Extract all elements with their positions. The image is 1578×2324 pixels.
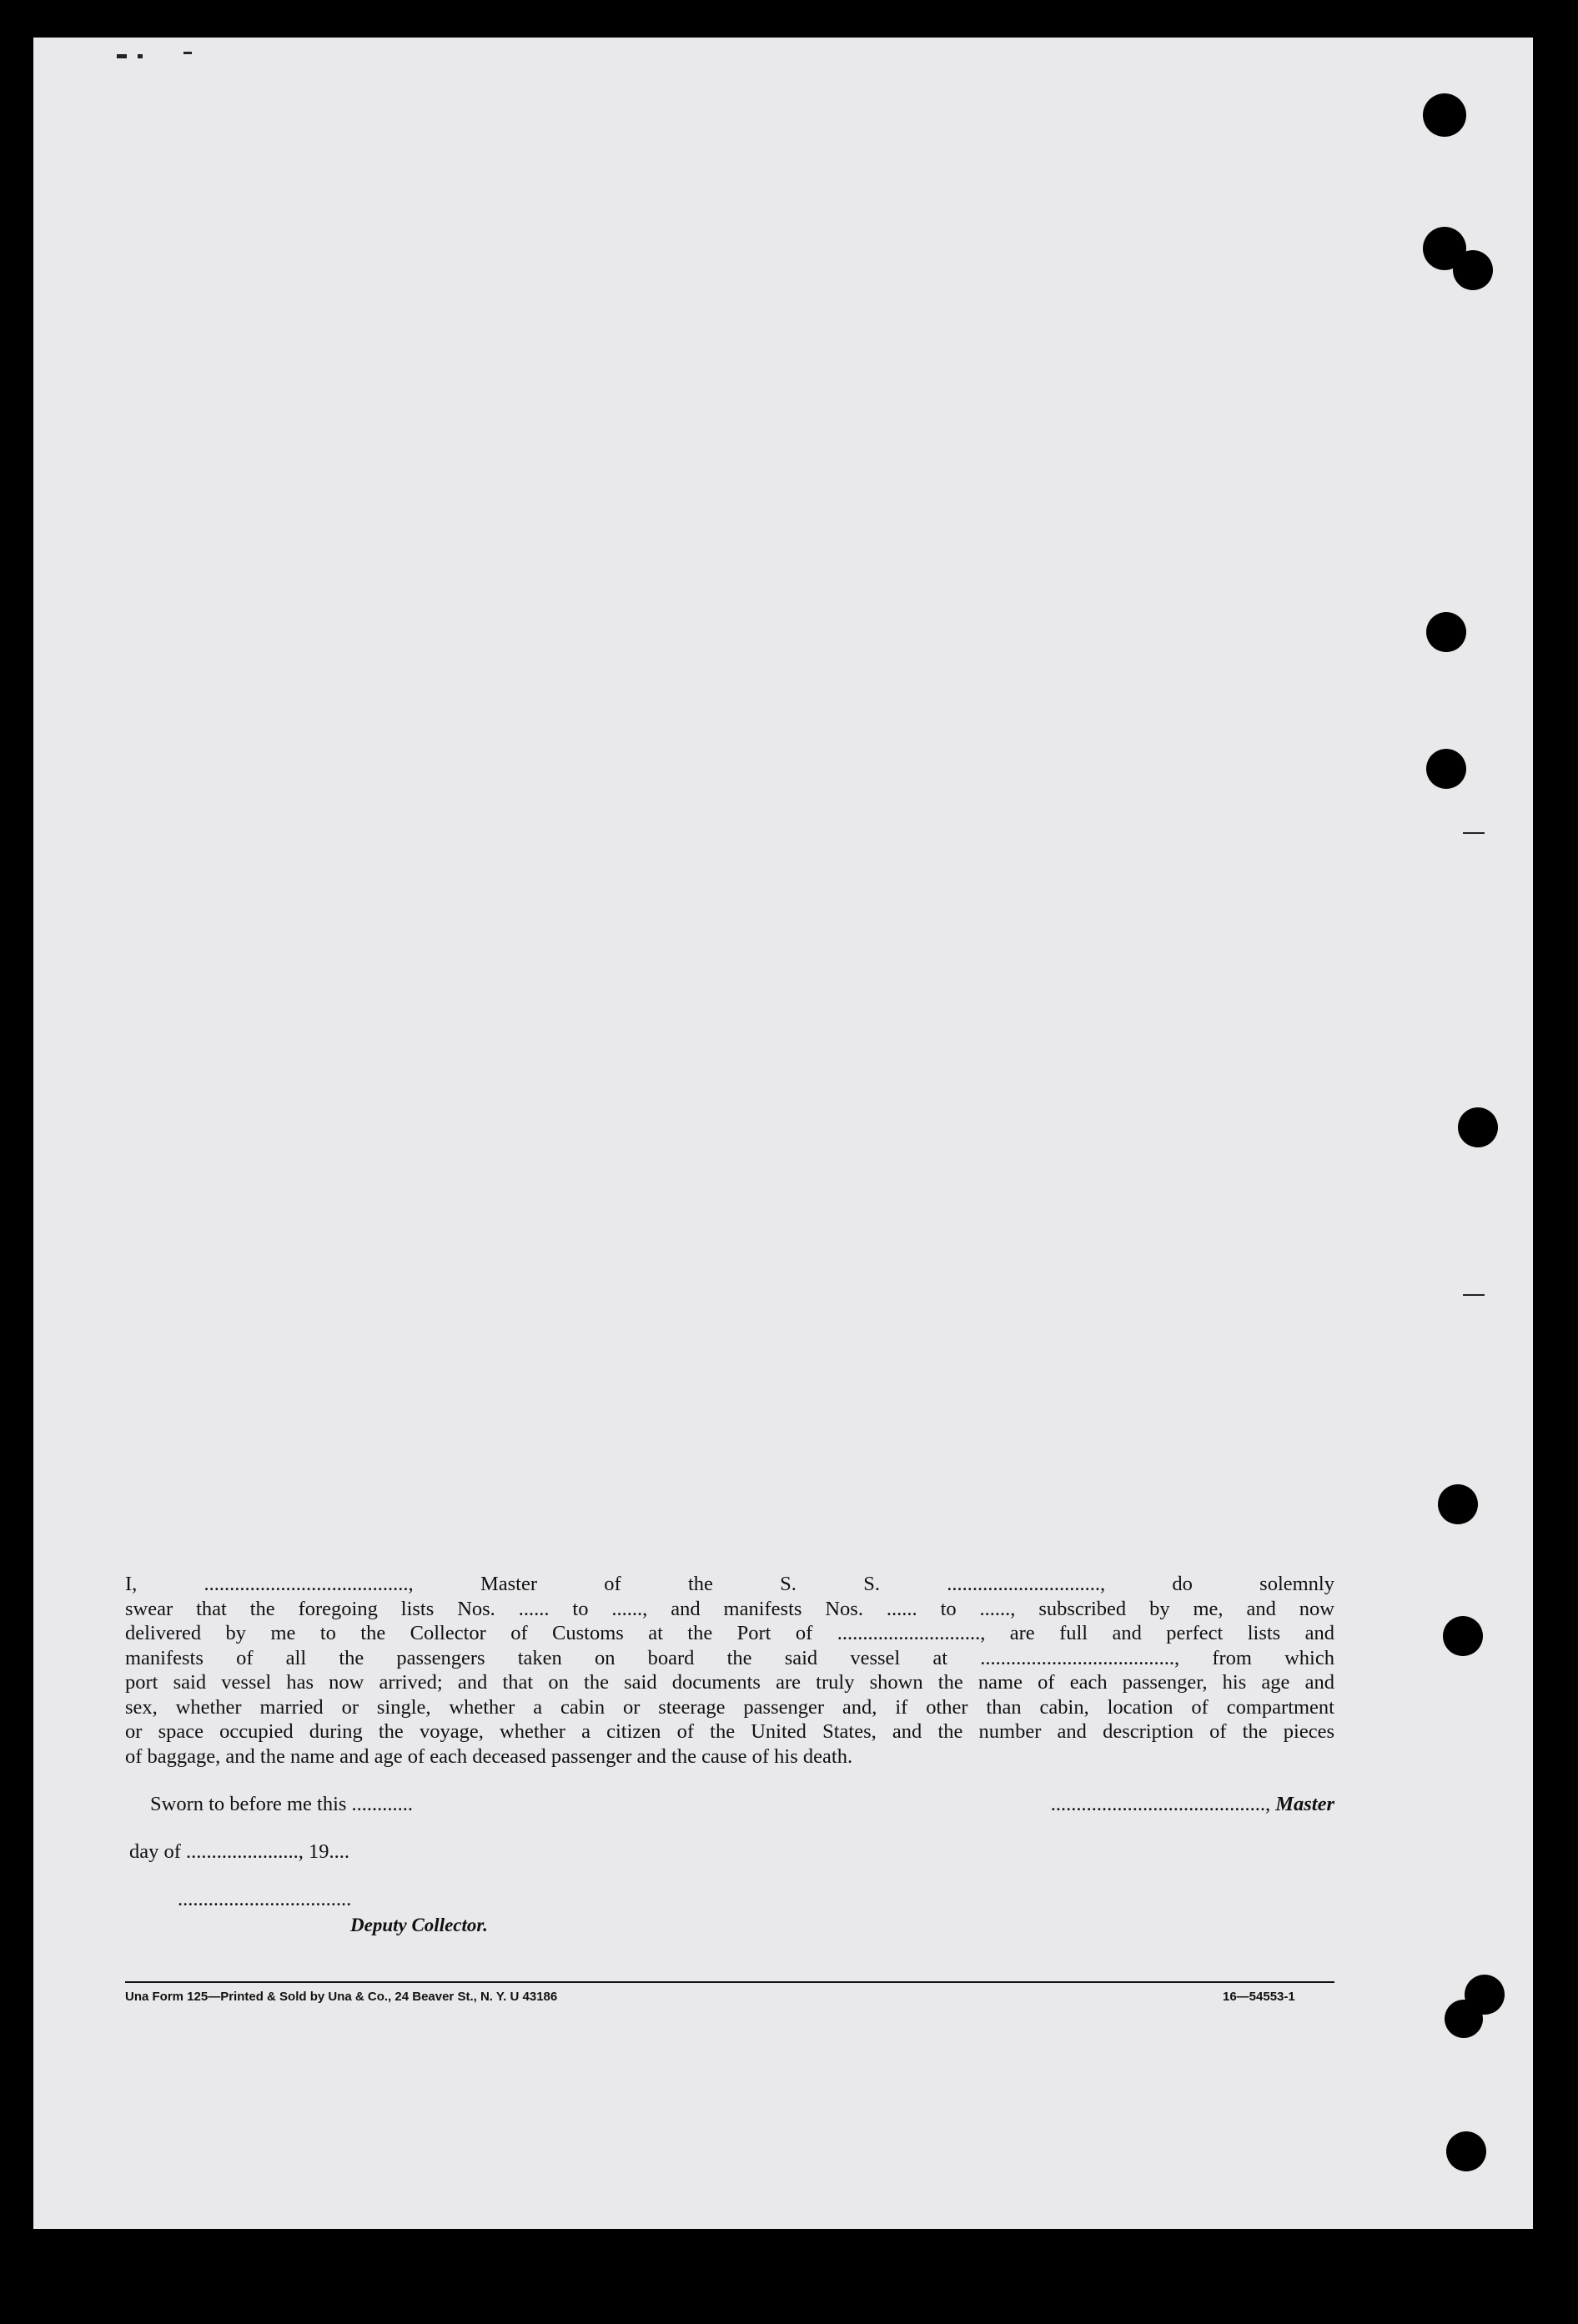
day-of-line: day of ......................, 19.... <box>129 1840 350 1863</box>
master-label: Master <box>1270 1793 1334 1815</box>
punch-hole <box>1443 1616 1483 1656</box>
punch-hole <box>1438 1484 1478 1524</box>
oath-line: or space occupied during the voyage, whether a citizen of the United States, and the number and description of the pieces <box>125 1720 1334 1743</box>
punch-hole <box>1458 1107 1498 1147</box>
deputy-collector-label: Deputy Collector. <box>350 1915 488 1935</box>
oath-line: I, ........................................, Master of the S. S. .............................., do solemnly <box>125 1573 1334 1595</box>
edge-mark <box>1463 832 1485 834</box>
deputy-signature-line: .................................. <box>178 1888 352 1910</box>
edge-mark <box>138 54 143 58</box>
edge-mark <box>117 54 127 58</box>
punch-hole <box>1446 2131 1486 2171</box>
oath-line: of baggage, and the name and age of each deceased passenger and the cause of his death. <box>125 1744 853 1768</box>
punch-hole <box>1426 612 1466 652</box>
oath-line: sex, whether married or single, whether a cabin or steerage passenger and, if other than cabin, location of compartment <box>125 1695 1334 1719</box>
sworn-line: Sworn to before me this ............ <box>150 1793 414 1815</box>
oath-line: manifests of all the passengers taken on board the said vessel at ......................................, from which <box>125 1646 1334 1669</box>
oath-paragraph <box>125 1572 1334 1769</box>
master-signature-line <box>809 1793 1334 1816</box>
punch-hole <box>1445 2000 1483 2038</box>
bleed-through-text <box>167 142 178 161</box>
punch-hole <box>1423 93 1466 137</box>
edge-mark <box>183 52 192 54</box>
oath-line: delivered by me to the Collector of Customs at the Port of ............................, are full and perfect lists and <box>125 1622 1334 1644</box>
punch-hole <box>1453 250 1493 290</box>
master-dots: .........................................., <box>1050 1793 1271 1815</box>
oath-line: swear that the foregoing lists Nos. ...... to ......, and manifests Nos. ...... to ......, subscribed by me, and now <box>125 1597 1334 1620</box>
edge-mark <box>1463 1294 1485 1296</box>
punch-hole <box>1426 749 1466 789</box>
oath-line: port said vessel has now arrived; and that on the said documents are truly shown the name of each passenger, his age and <box>125 1671 1334 1694</box>
footer-rule <box>125 1981 1334 1983</box>
form-number: 16—54553-1 <box>1223 1990 1295 2004</box>
printer-imprint: Una Form 125—Printed & Sold by Una & Co., 24 Beaver St., N. Y. U 43186 <box>125 1990 558 2004</box>
